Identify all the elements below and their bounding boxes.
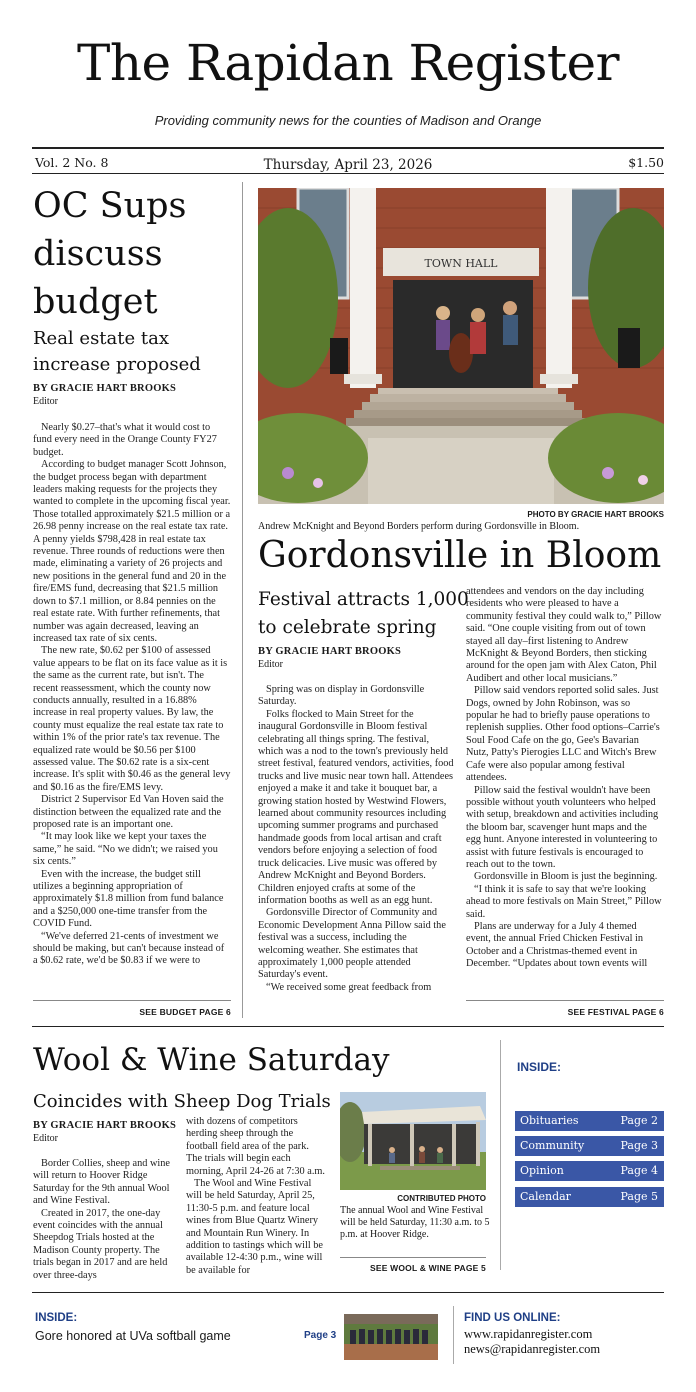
wool-photo-credit: CONTRIBUTED PHOTO [397, 1194, 486, 1203]
bloom-deck-line: Festival attracts 1,000 [258, 589, 469, 610]
inside-item-page: Page 3 [620, 1139, 658, 1152]
wool-paragraph: The Wool and Wine Festival will be held Saturday, April 25, 11:30-5 p.m. and feature local wines from Blue Quartz Winery and Mountain Run Winery. In addition to tastings which will be available 12-4:30 p.m., wine will be available for [186, 1178, 323, 1276]
bloom-paragraph: attendees and vendors on the day including residents who were pleased to have a community festival they could walk to,” Pillow said. “One couple visiting from out of town stayed all day–first listening to Andrew McKnight & Beyond Borders, then sticking around for the open jam with Alex Caton, Phil Audibert and other local musicians.” [466, 586, 662, 684]
budget-paragraph: According to budget manager Scott Johnson, the budget process began with department leaders making requests for the projects they wanted to complete in the upcoming fiscal year. Those totalled approximately $21.5 million or a 26.98 penny increase on the real estate tax rate. A penny yields $798,428 in real estate tax revenue. Three rounds of reductions were then made, eliminating a variety of 26 projects and new positions in the general fund and 20 in the fire/EMS fund, decreasing that $21.5 million down to $7.1 million, or 8.84 pennies on the real estate rate. With further refinements, that number was again decreased, leaving an increased tax rate of six cents. [33, 459, 231, 644]
bloom-byline-role: Editor [258, 659, 283, 670]
wool-jump-link[interactable]: SEE WOOL & WINE PAGE 5 [369, 1263, 486, 1273]
wool-paragraph: Created in 2017, the one-day event coincides with the annual Sheepdog Trials hosted at the Madison County property. The trials began in 2017 and are held over three-days [33, 1207, 168, 1281]
bloom-paragraph: Folks flocked to Main Street for the inaugural Gordonsville in Bloom festival celebrating all things spring. The festival, which was a nod to the town's previously held street festival, featured vendors, activities, food trucks and live music near town hall. Attendees enjoyed a make it and take it bouquet bar, a growing station hosted by Westwind Flowers, learned about community resources including upcoming summer programs and purchased handmade goods from local artisan and craft vendors before enjoying a selection of food truck delicacies. Live music was offered by Andrew McKnight and Beyond Borders. Children enjoyed crafts at some of the information booths as well as an egg hunt. [258, 708, 454, 906]
inside-item-section: Calendar [520, 1190, 571, 1203]
inside-item-section: Obituaries [520, 1114, 579, 1127]
inside-item-obituaries[interactable] [515, 1111, 664, 1131]
masthead-tagline: Providing community news for the counties of Madison and Orange [154, 113, 542, 128]
inside-item-page: Page 4 [620, 1164, 658, 1177]
budget-byline: BY GRACIE HART BROOKS [33, 383, 176, 394]
budget-paragraph: Even with the increase, the budget still utilizes a beginning appropriation of approximately $1.8 million from fund balance and a $250,000 one-time transfer from the COVID Fund. [33, 868, 224, 930]
bloom-body-col1 [258, 684, 454, 994]
inside-item-page: Page 2 [620, 1114, 658, 1127]
bloom-photo-caption: Andrew McKnight and Beyond Borders perform during Gordonsville in Bloom. [258, 521, 580, 532]
footer-divider [453, 1306, 454, 1364]
budget-paragraph: “It may look like we kept your taxes the same,” he said. “No we didn't; we raised you six cents.” [33, 831, 218, 868]
bloom-paragraph: Pillow said vendors reported solid sales. Just Dogs, owned by John Robinson, was so popular he had to briefly pause operations to replenish supplies. Other food options–Carrie's Soul Food Cafe on the go, Gee's Bavarian Nutz, Patty's Pierogies LLC and Witch's Brew Cafe were also popular among festival attendees. [466, 685, 660, 784]
bloom-paragraph: Spring was on display in Gordonsville Saturday. [258, 684, 425, 708]
inside-item-community[interactable] [515, 1136, 664, 1156]
budget-headline-line: budget [33, 282, 158, 322]
bloom-paragraph: Gordonsville in Bloom is just the beginning. [474, 871, 658, 883]
budget-paragraph: Nearly $0.27–that's what it would cost to fund every need in the Orange County FY27 budget. [33, 422, 217, 458]
email-link[interactable]: news@rapidanregister.com [464, 1342, 601, 1356]
wool-paragraph: with dozens of competitors herding sheep through the football field area of the park. The trials will begin each morning, April 24-26 at 7:30 a.m. [186, 1116, 325, 1177]
bloom-paragraph: Pillow said the festival wouldn't have been possible without youth volunteers who helped with setup, breakdown and activities including the bloom bar, scavenger hunt maps and the egg hunt. Anyone interested in volunteering to assist with future festivals is encouraged to reach out to the town. [466, 784, 659, 870]
bloom-end-rule [466, 1000, 664, 1001]
wool-body-col2 [186, 1116, 326, 1277]
bloom-byline: BY GRACIE HART BROOKS [258, 646, 401, 657]
softball-team-illustration [344, 1314, 438, 1360]
bloom-deck [258, 586, 469, 642]
budget-headline-line: OC Sups [33, 186, 187, 226]
bloom-paragraph: “I think it is safe to say that we're looking ahead to more festivals on Main Street,” Pillow said. [466, 883, 662, 920]
inside-item-opinion[interactable] [515, 1161, 664, 1181]
bloom-headline: Gordonsville in Bloom [258, 535, 662, 576]
footer-inside-label: INSIDE: [35, 1312, 78, 1324]
bloom-deck-line: to celebrate spring [258, 617, 437, 638]
budget-paragraph: The new rate, $0.62 per $100 of assessed value appears to be flat on its face value as it is the same as the current rate, but isn't. The recent reassessment, which the county now conducts annually, resulted in a 16.88% increase in real property values. By law, the county must equalize the real estate tax rate to within 1% of the prior rate's tax revenue. The equalized rate would be $0.56 per $100 assessed value. The $0.62 rate is a six-cent increase. It's split with $0.46 as the general levy and $0.16 as the fire/EMS levy. [33, 645, 231, 793]
issue-price: $1.50 [628, 155, 664, 170]
footer-rule [32, 1292, 664, 1293]
wool-photo [340, 1092, 486, 1190]
budget-body [33, 422, 231, 968]
inside-box-divider [500, 1040, 501, 1270]
section-rule [32, 1026, 664, 1027]
issue-date: Thursday, April 23, 2026 [263, 157, 433, 173]
inside-item-section: Opinion [520, 1164, 564, 1177]
volume-number: Vol. 2 No. 8 [35, 155, 109, 170]
wool-byline-role: Editor [33, 1133, 58, 1144]
budget-byline-role: Editor [33, 396, 58, 407]
softball-photo [344, 1314, 438, 1360]
wool-headline: Wool & Wine Saturday [33, 1042, 390, 1078]
wool-paragraph: Border Collies, sheep and wine will return to Hoover Ridge Saturday for the 9th annual Wool and Wine Festival. [33, 1158, 170, 1207]
wool-end-rule [340, 1257, 486, 1258]
dateline-rule [32, 173, 664, 174]
bloom-paragraph: “We received some great feedback from [266, 981, 432, 993]
town-hall-photo [258, 188, 664, 504]
masthead-title: The Rapidan Register [76, 34, 620, 92]
pavilion-illustration [340, 1092, 486, 1190]
budget-paragraph: District 2 Supervisor Ed Van Hoven said the distinction between the equalized rate and the proposed rate is an important one. [33, 794, 224, 830]
inside-item-section: Community [520, 1139, 585, 1152]
town-hall-sign: TOWN HALL [424, 257, 498, 270]
inside-box-label: INSIDE: [517, 1060, 562, 1074]
budget-deck [33, 326, 201, 378]
masthead-rule [32, 147, 664, 149]
town-hall-illustration [258, 188, 664, 504]
budget-deck-line: increase proposed [33, 354, 201, 375]
budget-headline [33, 182, 186, 326]
wool-deck: Coincides with Sheep Dog Trials [33, 1091, 331, 1112]
bloom-paragraph: Gordonsville Director of Community and Economic Development Anna Pillow said the festival was a success, including the welcoming weather. She estimates that approximately 1,000 people attended Saturday's event. [258, 907, 446, 981]
footer-teaser-page[interactable]: Page 3 [304, 1330, 337, 1341]
bloom-jump-link[interactable]: SEE FESTIVAL PAGE 6 [567, 1007, 664, 1017]
inside-item-page: Page 5 [620, 1190, 658, 1203]
budget-jump-link[interactable]: SEE BUDGET PAGE 6 [139, 1007, 231, 1017]
column-divider [242, 182, 243, 1018]
find-us-online-label: FIND US ONLINE: [464, 1312, 561, 1324]
budget-headline-line: discuss [33, 234, 163, 274]
bloom-paragraph: Plans are underway for a July 4 themed event, the annual Fried Chicken Festival in October and a Christmas-themed event in December. “Updates about town events will [466, 920, 648, 970]
wool-photo-caption: The annual Wool and Wine Festival will be held Saturday, 11:30 a.m. to 5 p.m. at Hoover Ridge. [340, 1205, 490, 1240]
budget-end-rule [33, 1000, 231, 1001]
bloom-photo-credit: PHOTO BY GRACIE HART BROOKS [527, 510, 664, 519]
wool-byline: BY GRACIE HART BROOKS [33, 1120, 176, 1131]
budget-paragraph: “We've deferred 21-cents of investment we should be making, but can't because instead of a $0.62 rate, we'd be $0.83 if we were to [33, 930, 225, 967]
bloom-body-col2 [466, 586, 664, 971]
budget-deck-line: Real estate tax [33, 328, 169, 349]
inside-item-calendar[interactable] [515, 1187, 664, 1207]
footer-teaser[interactable]: Gore honored at UVa softball game [35, 1329, 231, 1343]
wool-body-col1 [33, 1158, 173, 1282]
website-link[interactable]: www.rapidanregister.com [464, 1327, 593, 1341]
